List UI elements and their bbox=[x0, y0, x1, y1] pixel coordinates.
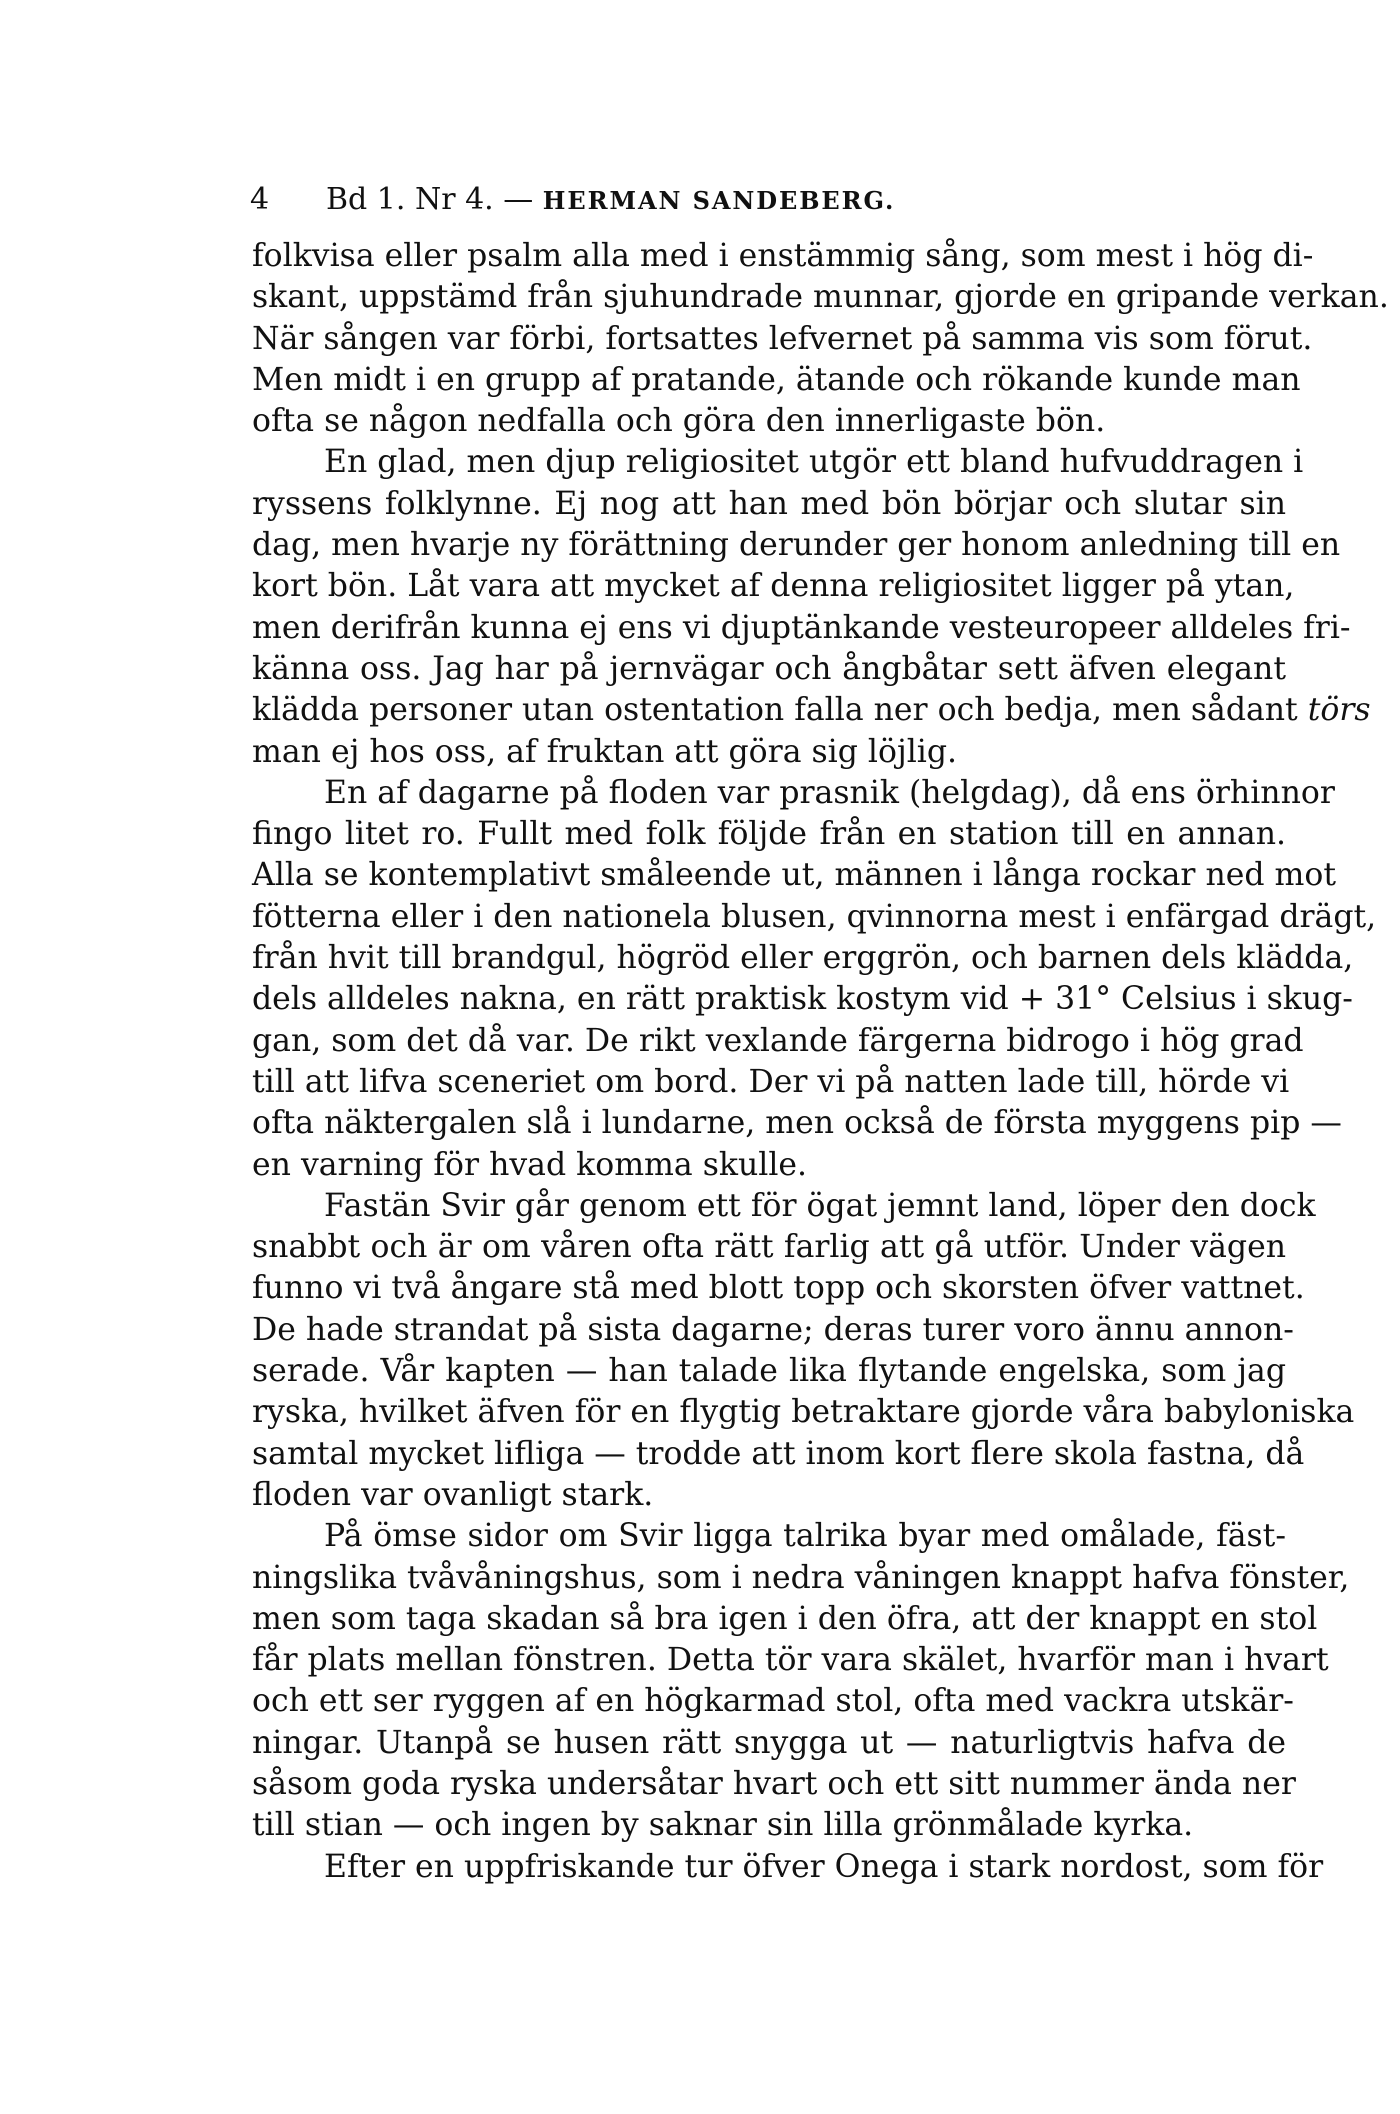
text-line: gan, som det då var. De rikt vexlande färgerna bidrogo i hög grad bbox=[252, 1022, 1304, 1059]
author-name: HERMAN SANDEBERG. bbox=[542, 186, 896, 215]
text-line: ryska, hvilket äfven för en flygtig betraktare gjorde våra babyloniska bbox=[252, 1394, 1355, 1431]
text-line: dels alldeles nakna, en rätt praktisk kostym vid + 31° Celsius i skug- bbox=[252, 981, 1353, 1018]
text-line: fingo litet ro. Fullt med folk följde från en station till en annan. bbox=[252, 816, 1286, 853]
text-line: samtal mycket lifliga — trodde att inom kort flere skola fastna, då bbox=[252, 1435, 1305, 1472]
text-line: en varning för hvad komma skulle. bbox=[252, 1146, 808, 1183]
text-line: snabbt och är om våren ofta rätt farlig att gå utför. Under vägen bbox=[252, 1229, 1286, 1266]
text-line: skant, uppstämd från sjuhundrade munnar, gjorde en gripande verkan. bbox=[252, 279, 1389, 316]
text-line: kort bön. Låt vara att mycket af denna religiositet ligger på ytan, bbox=[252, 568, 1295, 605]
text-line: Fastän Svir går genom ett för ögat jemnt land, löper den dock bbox=[324, 1187, 1316, 1224]
text-line: men som taga skadan så bra igen i den öfra, att der knappt en stol bbox=[252, 1600, 1318, 1637]
page-number: 4 bbox=[250, 182, 270, 217]
text-line: På ömse sidor om Svir ligga talrika byar med omålade, fäst- bbox=[324, 1518, 1286, 1555]
text-line: från hvit till brandgul, högröd eller erggrön, och barnen dels klädda, bbox=[252, 940, 1354, 977]
text-line: ofta se någon nedfalla och göra den innerligaste bön. bbox=[252, 403, 1106, 440]
running-head bbox=[326, 180, 895, 221]
text-line: känna oss. Jag har på jernvägar och ångbåtar sett äfven elegant bbox=[252, 650, 1286, 687]
text-line: Efter en uppfriskande tur öfver Onega i stark nordost, som för bbox=[324, 1848, 1324, 1885]
running-header bbox=[250, 180, 1290, 220]
text-line: såsom goda ryska undersåtar hvart och ett sitt nummer ända ner bbox=[252, 1765, 1296, 1802]
text-line: En glad, men djup religiositet utgör ett bland hufvuddragen i bbox=[324, 444, 1304, 481]
text-line: och ett ser ryggen af en högkarmad stol, ofta med vackra utskär- bbox=[252, 1683, 1294, 1720]
text-line: Alla se kontemplativt småleende ut, männen i långa rockar ned mot bbox=[252, 857, 1337, 894]
emphasized-word: törs bbox=[1307, 692, 1371, 729]
text-line: funno vi två ångare stå med blott topp och skorsten öfver vattnet. bbox=[252, 1270, 1305, 1307]
text-line: När sången var förbi, fortsattes lefvernet på samma vis som förut. bbox=[252, 320, 1313, 357]
text-line: fötterna eller i den nationela blusen, qvinnorna mest i enfärgad drägt, bbox=[252, 898, 1377, 935]
body-text bbox=[252, 236, 1389, 1888]
text-line: får plats mellan fönstren. Detta tör vara skälet, hvarför man i hvart bbox=[252, 1642, 1329, 1679]
text-line: floden var ovanligt stark. bbox=[252, 1476, 654, 1513]
text-line: dag, men hvarje ny förättning derunder ger honom anledning till en bbox=[252, 527, 1341, 564]
text-line: De hade strandat på sista dagarne; deras turer voro ännu annon- bbox=[252, 1311, 1294, 1348]
text-line: till stian — och ingen by saknar sin lilla grönmålade kyrka. bbox=[252, 1807, 1194, 1844]
text-line: man ej hos oss, af fruktan att göra sig löjlig. bbox=[252, 733, 958, 770]
text-line: till att lifva sceneriet om bord. Der vi på natten lade till, hörde vi bbox=[252, 1063, 1290, 1100]
text-line-part: klädda personer utan ostentation falla ner och bedja, men sådant bbox=[252, 692, 1308, 729]
text-line: ningar. Utanpå se husen rätt snygga ut — naturligtvis hafva de bbox=[252, 1724, 1286, 1761]
text-line: Men midt i en grupp af pratande, ätande och rökande kunde man bbox=[252, 361, 1301, 398]
text-line: serade. Vår kapten — han talade lika flytande engelska, som jag bbox=[252, 1353, 1286, 1390]
text-line: En af dagarne på floden var prasnik (helgdag), då ens örhinnor bbox=[324, 774, 1335, 811]
volume-label: Bd 1. Nr 4. — bbox=[326, 182, 534, 217]
text-line: folkvisa eller psalm alla med i enstämmig sång, som mest i hög di- bbox=[252, 238, 1314, 274]
text-line-with-emphasis bbox=[252, 690, 1371, 731]
text-line: men derifrån kunna ej ens vi djuptänkande vesteuropeer alldeles fri- bbox=[252, 609, 1351, 646]
text-line: ningslika tvåvåningshus, som i nedra våningen knappt hafva fönster, bbox=[252, 1559, 1350, 1596]
text-line: ryssens folklynne. Ej nog att han med bön börjar och slutar sin bbox=[252, 485, 1286, 522]
text-line: ofta näktergalen slå i lundarne, men också de första myggens pip — bbox=[252, 1105, 1342, 1142]
